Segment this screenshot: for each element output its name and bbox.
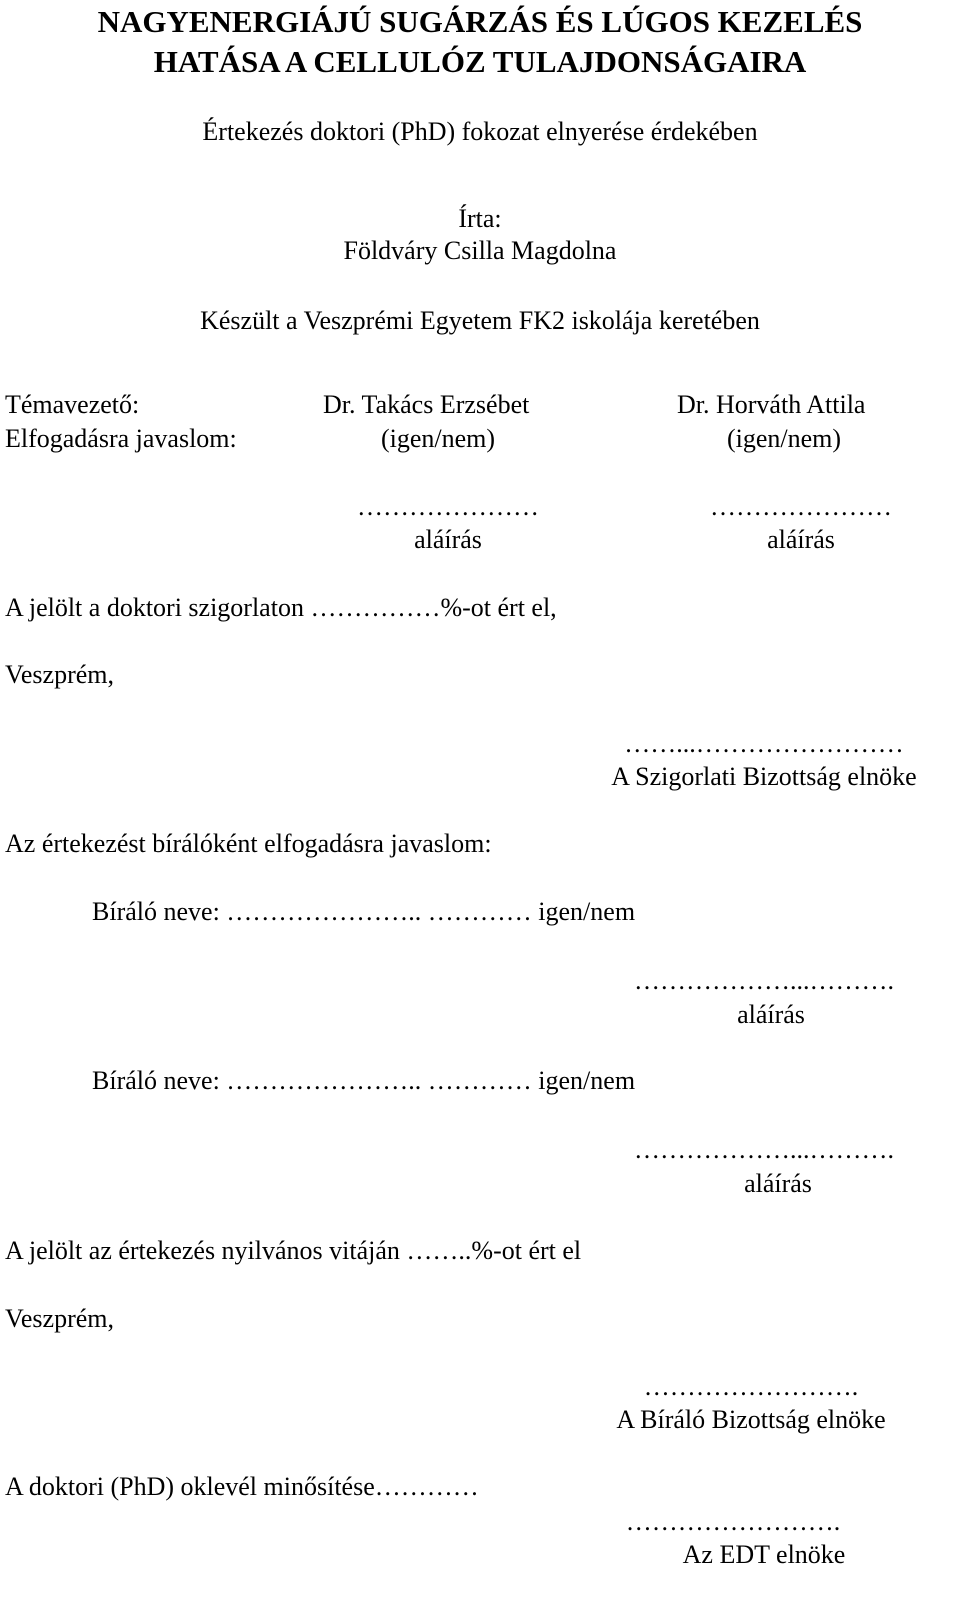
reviewer-1-signature-dots: ………………...………. [634, 966, 894, 995]
supervisor-signature-dots-1: ………………… [357, 492, 539, 521]
supervisor-name-1: Dr. Takács Erzsébet [323, 390, 530, 419]
supervisor-signature-label-1: aláírás [414, 525, 482, 554]
review-committee-label: A Bíráló Bizottság elnöke [616, 1405, 886, 1434]
supervisor-name-2: Dr. Horváth Attila [677, 390, 866, 419]
reviewer-2-signature-label: aláírás [744, 1169, 812, 1198]
reviewers-heading: Az értekezést bírálóként elfogadásra javaslom: [5, 829, 492, 858]
subtitle: Értekezés doktori (PhD) fokozat elnyerése érdekében [202, 117, 758, 146]
author-label: Írta: [458, 204, 502, 233]
title-line-1: NAGYENERGIÁJÚ SUGÁRZÁS ÉS LÚGOS KEZELÉS [97, 4, 863, 39]
reviewer-1-name-line: Bíráló neve: ………………….. ………… igen/nem [92, 897, 636, 926]
accept-label: Elfogadásra javaslom: [5, 424, 237, 453]
edt-label: Az EDT elnöke [682, 1540, 846, 1569]
supervisor-label: Témavezető: [5, 390, 140, 419]
exam-result: A jelölt a doktori szigorlaton ……………%-ot ért el, [5, 593, 557, 622]
edt-dots: ……………………. [625, 1507, 841, 1536]
supervisor-choice-1: (igen/nem) [381, 424, 496, 453]
reviewer-1-signature-label: aláírás [737, 1000, 805, 1029]
title-line-2: HATÁSA A CELLULÓZ TULAJDONSÁGAIRA [153, 44, 807, 79]
diploma-rating: A doktori (PhD) oklevél minősítése………… [5, 1472, 479, 1501]
reviewer-2-name-line: Bíráló neve: ………………….. ………… igen/nem [92, 1066, 636, 1095]
place-2: Veszprém, [5, 1304, 115, 1333]
review-committee-dots: ……………………. [643, 1372, 859, 1401]
exam-committee-label: A Szigorlati Bizottság elnöke [611, 762, 917, 791]
supervisor-choice-2: (igen/nem) [727, 424, 842, 453]
place-1: Veszprém, [5, 660, 115, 689]
defense-result: A jelölt az értekezés nyilvános vitáján ……..%-ot ért el [5, 1236, 582, 1265]
exam-committee-dots: ……...…………………… [624, 729, 904, 758]
prepared-at: Készült a Veszprémi Egyetem FK2 iskolája keretében [200, 306, 760, 335]
reviewer-2-signature-dots: ………………...………. [634, 1135, 894, 1164]
supervisor-signature-dots-2: ………………… [710, 492, 892, 521]
supervisor-signature-label-2: aláírás [767, 525, 835, 554]
author-name: Földváry Csilla Magdolna [343, 236, 617, 265]
